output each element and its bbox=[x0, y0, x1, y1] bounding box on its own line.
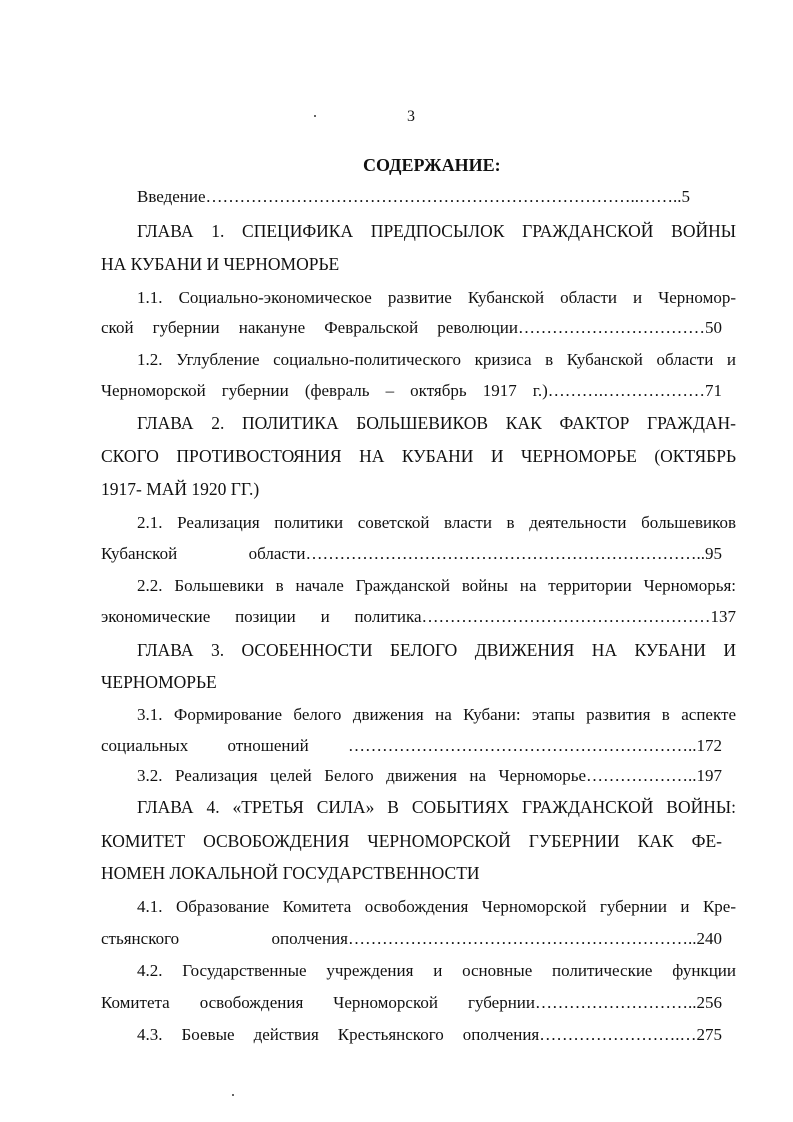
toc-entry-3-2: 3.2. Реализация целей Белого движения на Черноморье………………..197 bbox=[137, 766, 722, 785]
toc-entry-3-1-line-2: социальных отношений ……………………………………………………..172 bbox=[101, 736, 722, 755]
toc-entry-2-2-line-2: экономические позиции и политика……………………………………………137 bbox=[101, 607, 736, 626]
toc-entry-1-1-line-2: ской губернии накануне Февральской революции……………………………50 bbox=[101, 318, 722, 337]
toc-chapter-2-line-3: 1917- МАЙ 1920 ГГ.) bbox=[101, 479, 260, 499]
toc-entry-3-1-line-1: 3.1. Формирование белого движения на Кубани: этапы развития в аспекте bbox=[137, 705, 736, 724]
toc-entry-4-1-line-2: стьянского ополчения……………………………………………………..240 bbox=[101, 929, 722, 948]
toc-chapter-1-line-1: ГЛАВА 1. СПЕЦИФИКА ПРЕДПОСЫЛОК ГРАЖДАНСКОЙ ВОЙНЫ bbox=[137, 221, 736, 241]
toc-entry-introduction: Введение…………………………………………………………………..……..5 bbox=[137, 187, 691, 206]
toc-entry-4-2-line-1: 4.2. Государственные учреждения и основные политические функции bbox=[137, 961, 736, 980]
page-number: 3 bbox=[407, 108, 415, 125]
toc-entry-2-1-line-1: 2.1. Реализация политики советской власти в деятельности большевиков bbox=[137, 513, 736, 532]
toc-entry-2-1-line-2: Кубанской области……………………………………………………………..95 bbox=[101, 544, 722, 563]
toc-entry-1-2-line-1: 1.2. Углубление социально-политического кризиса в Кубанской области и bbox=[137, 350, 736, 369]
scan-speck bbox=[314, 115, 316, 117]
toc-entry-1-2-line-2: Черноморской губернии (февраль – октябрь 1917 г.)……….………………71 bbox=[101, 381, 722, 400]
toc-chapter-4-line-3: НОМЕН ЛОКАЛЬНОЙ ГОСУДАРСТВЕННОСТИ bbox=[101, 863, 480, 883]
toc-chapter-2-line-1: ГЛАВА 2. ПОЛИТИКА БОЛЬШЕВИКОВ КАК ФАКТОР ГРАЖДАН- bbox=[137, 413, 736, 433]
toc-chapter-1-line-2: НА КУБАНИ И ЧЕРНОМОРЬЕ bbox=[101, 254, 340, 274]
toc-entry-1-1-line-1: 1.1. Социально-экономическое развитие Кубанской области и Черномор- bbox=[137, 288, 736, 307]
toc-entry-2-2-line-1: 2.2. Большевики в начале Гражданской войны на территории Черноморья: bbox=[137, 576, 736, 595]
toc-chapter-4-line-2: КОМИТЕТ ОСВОБОЖДЕНИЯ ЧЕРНОМОРСКОЙ ГУБЕРНИИ КАК ФЕ- bbox=[101, 831, 722, 851]
toc-chapter-3-line-2: ЧЕРНОМОРЬЕ bbox=[101, 672, 217, 692]
scan-speck bbox=[232, 1094, 234, 1096]
toc-entry-4-2-line-2: Комитета освобождения Черноморской губернии………………………..256 bbox=[101, 993, 722, 1012]
toc-chapter-4-line-1: ГЛАВА 4. «ТРЕТЬЯ СИЛА» В СОБЫТИЯХ ГРАЖДАНСКОЙ ВОЙНЫ: bbox=[137, 797, 736, 817]
toc-entry-4-1-line-1: 4.1. Образование Комитета освобождения Черноморской губернии и Кре- bbox=[137, 897, 736, 916]
toc-chapter-3-line-1: ГЛАВА 3. ОСОБЕННОСТИ БЕЛОГО ДВИЖЕНИЯ НА КУБАНИ И bbox=[137, 640, 736, 660]
toc-entry-4-3: 4.3. Боевые действия Крестьянского ополчения…………………….…275 bbox=[137, 1025, 722, 1044]
toc-title: СОДЕРЖАНИЕ: bbox=[363, 155, 501, 175]
toc-chapter-2-line-2: СКОГО ПРОТИВОСТОЯНИЯ НА КУБАНИ И ЧЕРНОМОРЬЕ (ОКТЯБРЬ bbox=[101, 446, 736, 466]
